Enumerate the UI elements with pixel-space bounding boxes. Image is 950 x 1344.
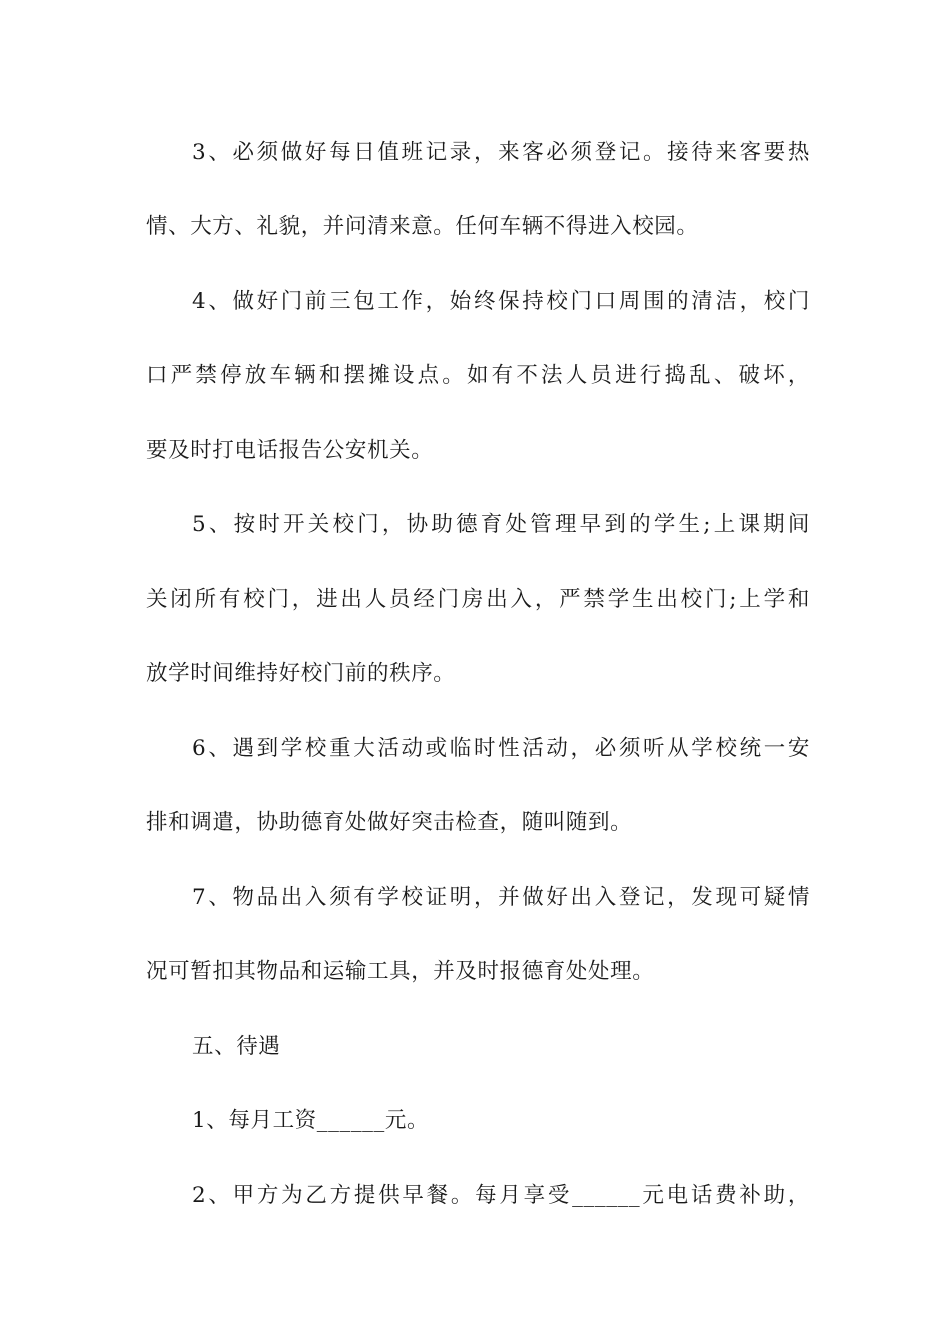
paragraph-5-line-1: 5、按时开关校门，协助德育处管理早到的学生;上课期间 [192, 512, 810, 537]
paragraph-6-line-2: 排和调遣，协助德育处做好突击检查，随叫随到。 [146, 810, 633, 835]
benefits-line: 2、甲方为乙方提供早餐。每月享受______元电话费补助， [192, 1183, 810, 1208]
paragraph-4-line-2: 口严禁停放车辆和摆摊设点。如有不法人员进行捣乱、破坏， [146, 363, 810, 388]
paragraph-7-line-2: 况可暂扣其物品和运输工具，并及时报德育处处理。 [146, 959, 655, 984]
paragraph-5-line-2: 关闭所有校门，进出人员经门房出入，严禁学生出校门;上学和 [146, 587, 810, 612]
paragraph-3-line-2: 情、大方、礼貌，并问清来意。任何车辆不得进入校园。 [146, 214, 699, 239]
paragraph-7-line-1: 7、物品出入须有学校证明，并做好出入登记，发现可疑情 [192, 885, 810, 910]
paragraph-3-line-1: 3、必须做好每日值班记录，来客必须登记。接待来客要热 [192, 140, 810, 165]
salary-line: 1、每月工资______元。 [192, 1108, 430, 1133]
paragraph-5-line-3: 放学时间维持好校门前的秩序。 [146, 661, 456, 686]
paragraph-6-line-1: 6、遇到学校重大活动或临时性活动，必须听从学校统一安 [192, 736, 810, 761]
paragraph-4-line-1: 4、做好门前三包工作，始终保持校门口周围的清洁，校门 [192, 289, 810, 314]
paragraph-4-line-3: 要及时打电话报告公安机关。 [146, 438, 434, 463]
section-heading-treatment: 五、待遇 [192, 1034, 281, 1059]
